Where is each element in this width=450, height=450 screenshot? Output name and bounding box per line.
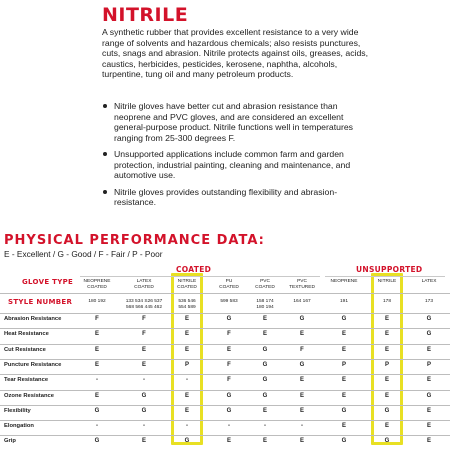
column-header: PVC TEXTURED [289, 279, 315, 290]
rating-cell: P [184, 361, 189, 368]
rating-cell: - [186, 423, 188, 430]
list-item-text: Nitrile gloves provides outstanding flexibility and abrasion-resistance. [114, 186, 338, 207]
rating-cell: E [341, 392, 346, 399]
rating-cell: E [384, 392, 389, 399]
rating-cell: F [227, 331, 231, 338]
rating-cell: G [426, 316, 432, 322]
table-divider [0, 293, 450, 294]
rating-cell: E [94, 361, 99, 368]
bullet-icon [103, 104, 107, 108]
rating-cell: F [227, 377, 231, 384]
rating-cell: E [384, 331, 389, 338]
glove-type-label: GLOVE TYPE [22, 278, 74, 286]
rating-cell: E [341, 346, 346, 353]
rating-cell: E [262, 407, 267, 414]
rating-cell: G [262, 346, 268, 353]
rating-cell: - [96, 377, 98, 384]
rating-cell: G [299, 316, 305, 322]
list-item-text: Nitrile gloves have better cut and abrasion resistance than neoprene and PVC gloves, and are considered an excellent general-purpose product. Nitrile functions well in temperatures ranging from 25-300 degrees F. [114, 101, 354, 143]
rating-cell: F [142, 316, 146, 322]
column-header: PVC COATED [255, 279, 275, 290]
rating-cell: - [143, 377, 145, 384]
rating-cell: G [262, 392, 268, 399]
rating-cell: E [341, 377, 346, 384]
column-header: NEOPRENE COATED [83, 279, 111, 290]
rating-cell: E [141, 438, 146, 445]
table-divider [0, 435, 450, 436]
rating-cell: E [94, 346, 99, 353]
rating-cell: P [341, 361, 346, 368]
rating-cell: G [384, 407, 390, 414]
table-divider [0, 313, 450, 314]
rating-cell: G [384, 438, 390, 445]
page-title: NITRILE [102, 4, 189, 26]
rating-cell: E [141, 346, 146, 353]
rating-cell: E [426, 438, 431, 445]
rating-cell: F [227, 361, 231, 368]
rating-cell: G [94, 438, 100, 445]
style-number-cell: 180 192 [88, 299, 106, 304]
rating-cell: E [184, 331, 189, 338]
rating-cell: - [264, 423, 266, 430]
rating-cell: E [184, 346, 189, 353]
list-item [102, 187, 370, 208]
rating-cell: E [184, 407, 189, 414]
rating-cell: E [384, 346, 389, 353]
table-divider [0, 328, 450, 329]
coated-group-divider [80, 276, 320, 277]
style-number-label: STYLE NUMBER [8, 298, 73, 306]
style-number-cell: 536 546 554 589 [178, 299, 196, 310]
rating-cell: E [226, 346, 231, 353]
rating-cell: G [184, 438, 190, 445]
row-label: Grip [4, 438, 16, 445]
rating-cell: E [426, 377, 431, 384]
rating-cell: G [141, 407, 147, 414]
style-number-cell: 158 174 180 194 [256, 299, 274, 310]
rating-cell: G [426, 392, 432, 399]
row-label: Abrasion Resistance [4, 316, 62, 322]
rating-cell: E [299, 392, 304, 399]
unsupported-group-label: UNSUPPORTED [356, 265, 423, 274]
rating-cell: G [226, 392, 232, 399]
rating-cell: E [262, 438, 267, 445]
rating-cell: E [262, 316, 267, 322]
row-label: Ozone Resistance [4, 392, 54, 399]
bullet-icon [103, 152, 107, 156]
rating-cell: E [341, 423, 346, 430]
rating-cell: P [426, 361, 431, 368]
style-number-cell: 191 [339, 299, 348, 304]
rating-cell: E [94, 392, 99, 399]
feature-list [102, 101, 370, 214]
rating-cell: G [341, 438, 347, 445]
style-number-cell: 164 167 [293, 299, 311, 304]
rating-cell: E [426, 423, 431, 430]
rating-cell: - [301, 423, 303, 430]
rating-cell: F [300, 346, 304, 353]
column-header: NEOPRENE [330, 279, 358, 284]
rating-cell: E [384, 377, 389, 384]
rating-cell: E [299, 331, 304, 338]
rating-legend: E - Excellent / G - Good / F - Fair / P - Poor [4, 249, 163, 259]
table-divider [0, 344, 450, 345]
row-label: Elongation [4, 423, 34, 430]
rating-cell: E [299, 377, 304, 384]
column-header: LATEX COATED [134, 279, 154, 290]
table-divider [0, 420, 450, 421]
column-header: NITRILE [377, 279, 397, 284]
rating-cell: P [384, 361, 389, 368]
row-label: Flexibility [4, 407, 31, 414]
rating-cell: E [426, 407, 431, 414]
rating-cell: - [186, 377, 188, 384]
rating-cell: E [341, 331, 346, 338]
list-item [102, 149, 370, 181]
rating-cell: E [94, 331, 99, 338]
bullet-icon [103, 190, 107, 194]
table-divider [0, 405, 450, 406]
performance-title: PHYSICAL PERFORMANCE DATA: [4, 233, 265, 248]
row-label: Tear Resistance [4, 377, 49, 384]
rating-cell: - [143, 423, 145, 430]
rating-cell: - [228, 423, 230, 430]
coated-group-label: COATED [176, 265, 212, 274]
row-label: Heat Resistance [4, 331, 49, 338]
rating-cell: F [95, 316, 99, 322]
column-header: NITRILE COATED [177, 279, 197, 290]
rating-cell: E [426, 346, 431, 353]
intro-paragraph: A synthetic rubber that provides excellent resistance to a very wide range of solvents and hazardous chemicals; also resists punctures, cuts, snags and abrasion. Nitrile protects against oils, greases, acids, caustics, herbicides, pesticides, kerosene, naphtha, alcohols, turpentine, tung oil and many petroleum products. [102, 27, 369, 79]
rating-cell: G [226, 316, 232, 322]
rating-cell: G [141, 392, 147, 399]
rating-cell: E [299, 407, 304, 414]
rating-cell: G [262, 377, 268, 384]
unsupported-group-divider [325, 276, 445, 277]
rating-cell: E [184, 392, 189, 399]
rating-cell: F [142, 331, 146, 338]
rating-cell: E [184, 316, 189, 322]
rating-cell: E [141, 361, 146, 368]
rating-cell: G [426, 331, 432, 338]
column-header: LATEX [421, 279, 437, 284]
style-number-cell: 173 [424, 299, 433, 304]
rating-cell: G [341, 407, 347, 414]
list-item-text: Unsupported applications include common farm and garden protection, industrial painting, cleaning and maintenance, and automotive use. [114, 149, 351, 180]
list-item [102, 101, 370, 143]
style-number-cell: 178 [382, 299, 391, 304]
rating-cell: G [262, 361, 268, 368]
table-divider [0, 359, 450, 360]
rating-cell: E [226, 438, 231, 445]
rating-cell: G [299, 361, 305, 368]
rating-cell: E [262, 331, 267, 338]
row-label: Cut Resistance [4, 346, 46, 353]
table-divider [0, 374, 450, 375]
rating-cell: - [96, 423, 98, 430]
rating-cell: G [94, 407, 100, 414]
table-divider [0, 390, 450, 391]
row-label: Puncture Resistance [4, 361, 62, 368]
rating-cell: G [226, 407, 232, 414]
rating-cell: E [384, 316, 389, 322]
rating-cell: G [341, 316, 347, 322]
rating-cell: E [384, 423, 389, 430]
column-header: PU COATED [219, 279, 239, 290]
style-number-cell: 133 534 S26 537 568 566 445 462 [125, 299, 163, 310]
rating-cell: E [299, 438, 304, 445]
style-number-cell: 599 583 [220, 299, 238, 304]
